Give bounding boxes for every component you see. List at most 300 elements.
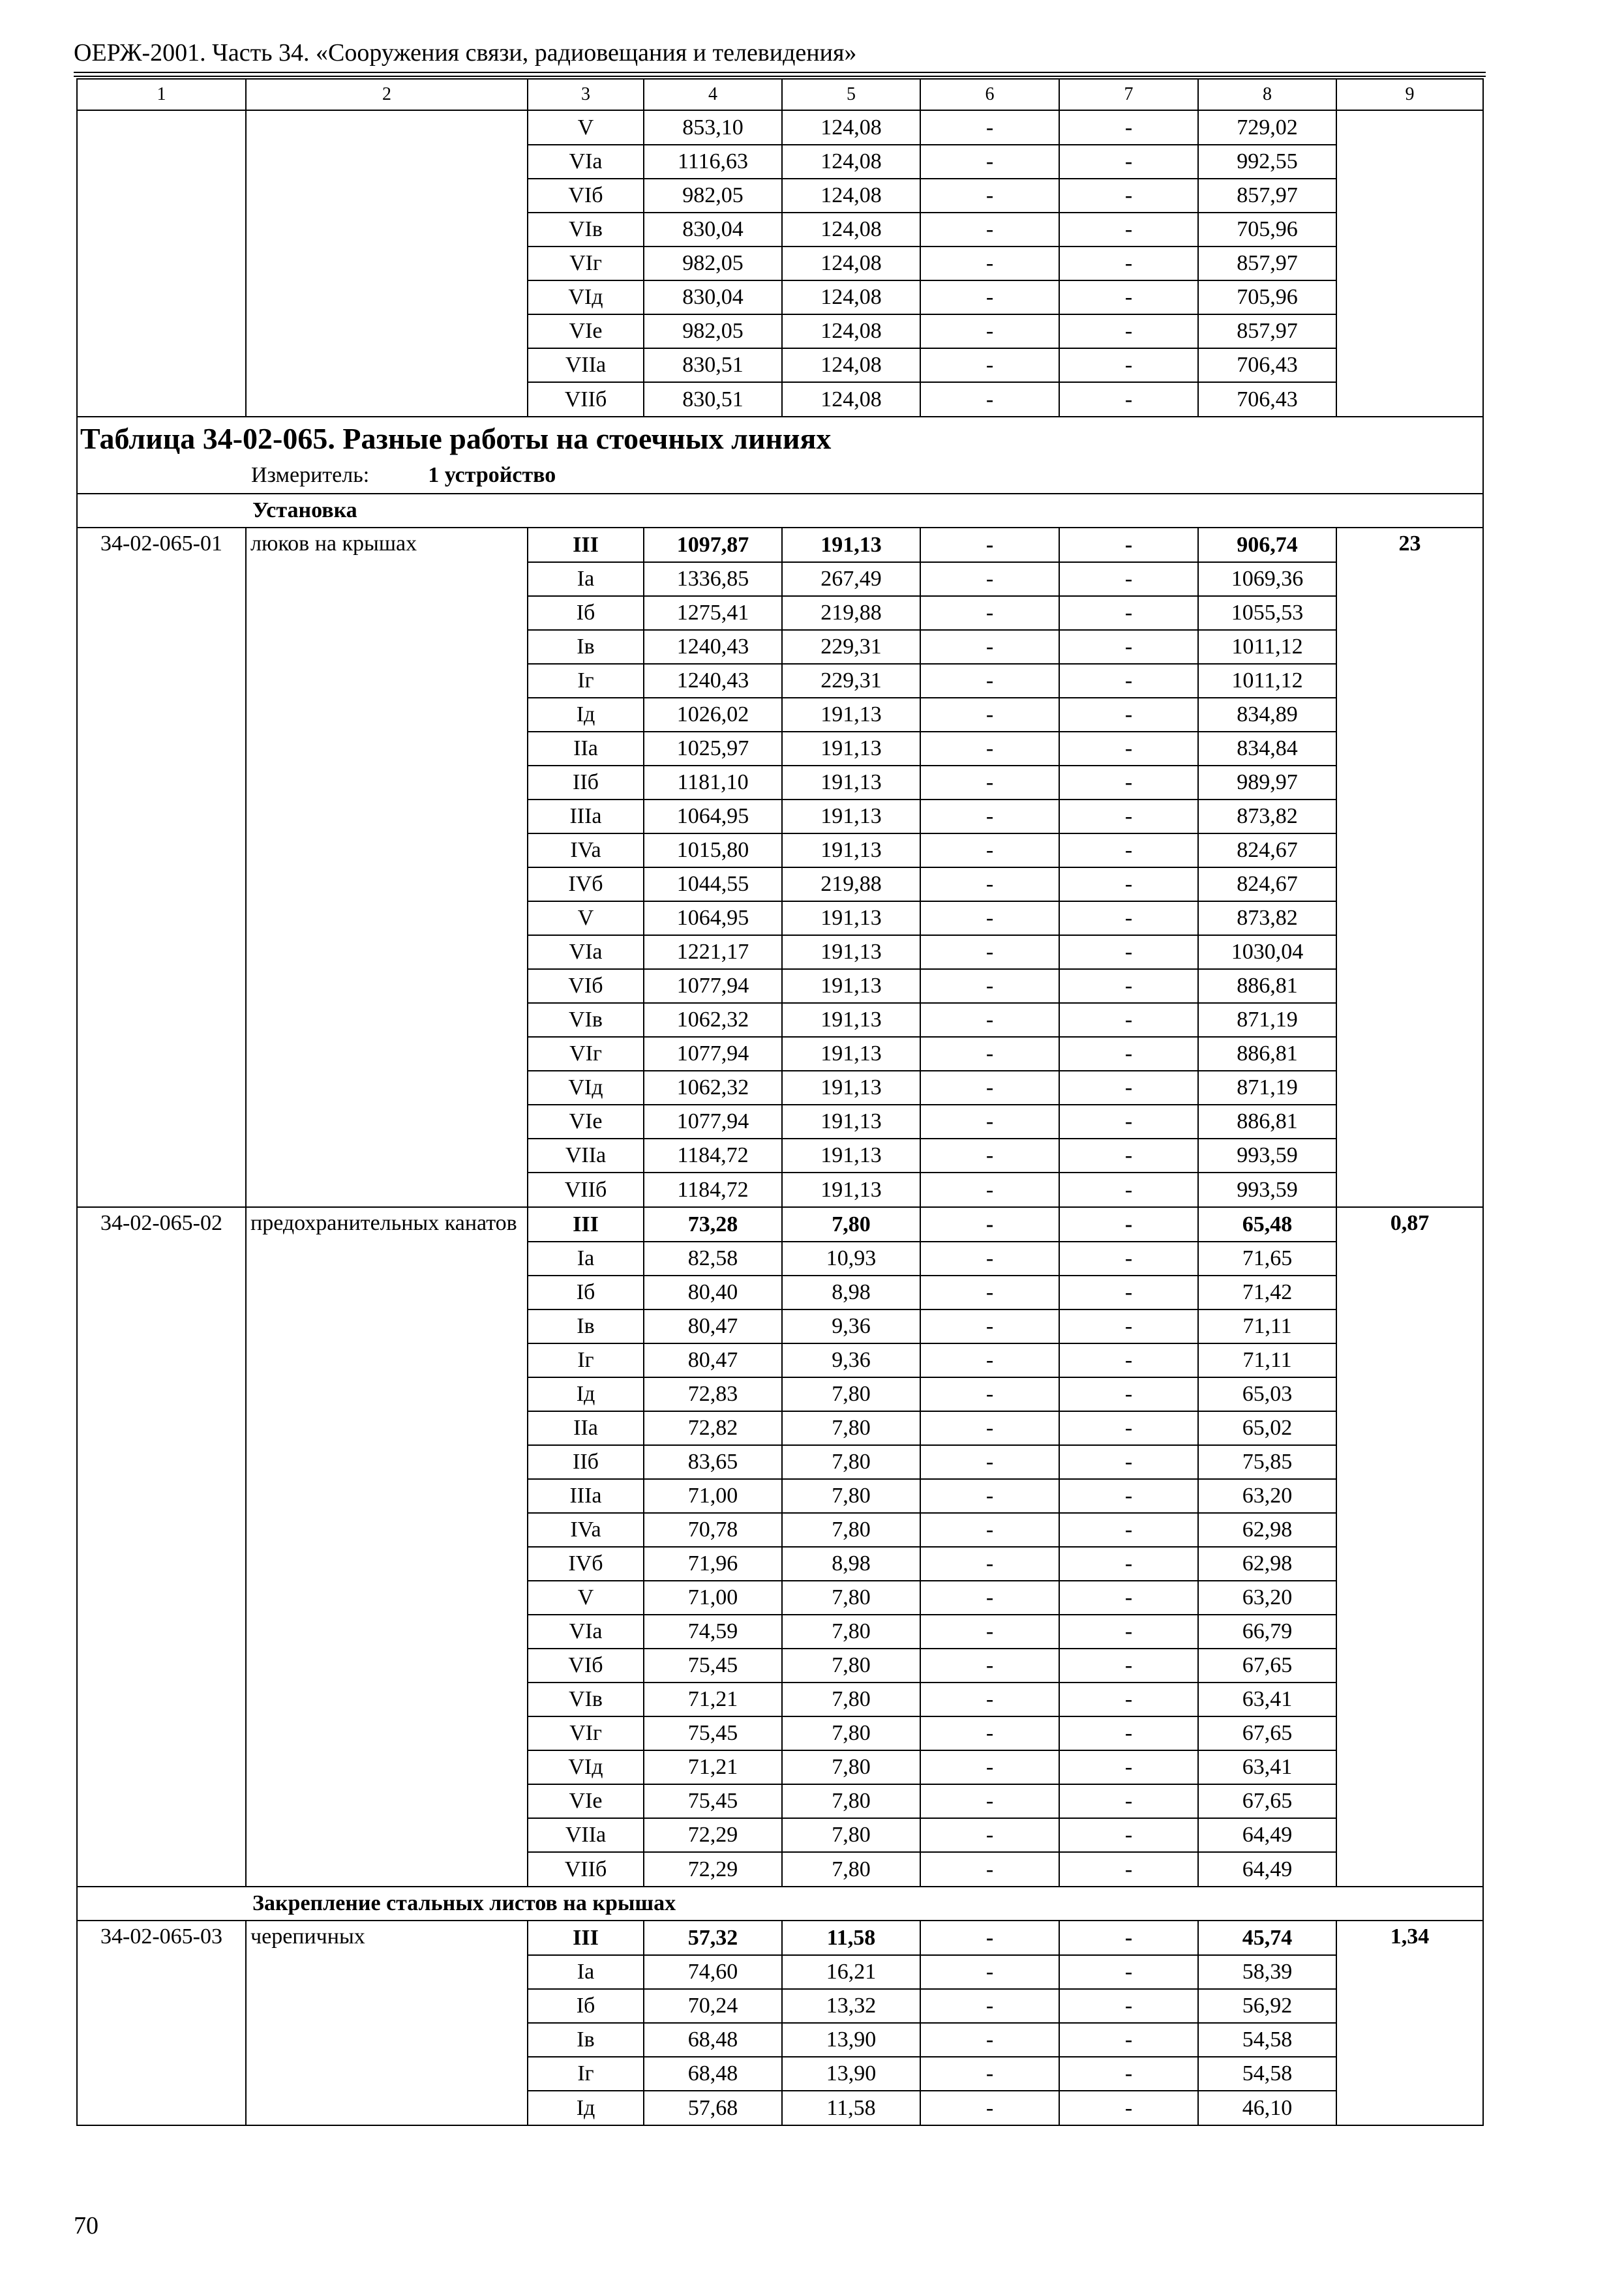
table-row	[77, 1309, 1483, 1343]
value-cell: -	[920, 2023, 1059, 2057]
value-cell: 62,98	[1198, 1547, 1336, 1581]
value-cell: -	[920, 1716, 1059, 1750]
value-cell: 7,80	[782, 1513, 920, 1547]
value-cell: 873,82	[1198, 901, 1336, 935]
col9-cell	[1336, 213, 1483, 247]
item-name: люков на крышах	[246, 528, 528, 562]
name-cell	[246, 800, 528, 833]
table-row	[77, 698, 1483, 732]
value-cell: -	[920, 1615, 1059, 1649]
value-cell: VIa	[528, 1615, 644, 1649]
col9-cell	[1336, 969, 1483, 1003]
table-title: Таблица 34-02-065. Разные работы на стоечных линиях	[80, 422, 832, 455]
unit-value: 1 устройство	[428, 463, 556, 487]
value-cell: 191,13	[782, 528, 920, 562]
col9-cell	[1336, 1683, 1483, 1716]
value-cell: 8,98	[782, 1276, 920, 1309]
value-cell: -	[1059, 2057, 1198, 2091]
value-cell: -	[920, 800, 1059, 833]
name-cell	[246, 1276, 528, 1309]
value-cell: VIIб	[528, 382, 644, 417]
name-cell	[246, 179, 528, 213]
value-cell: -	[920, 732, 1059, 766]
value-cell: 1064,95	[644, 800, 782, 833]
value-cell: 191,13	[782, 732, 920, 766]
value-cell: 72,29	[644, 1818, 782, 1852]
name-cell	[246, 664, 528, 698]
value-cell: 63,41	[1198, 1750, 1336, 1784]
code-cell	[77, 1649, 246, 1683]
name-cell	[246, 562, 528, 596]
value-cell: V	[528, 901, 644, 935]
code-cell	[77, 1276, 246, 1309]
value-cell: 124,08	[782, 280, 920, 314]
value-cell: 191,13	[782, 1003, 920, 1037]
col9-cell	[1336, 1513, 1483, 1547]
value-cell: VIe	[528, 1105, 644, 1139]
value-cell: -	[1059, 969, 1198, 1003]
value-cell: 7,80	[782, 1649, 920, 1683]
name-cell	[246, 1683, 528, 1716]
value-cell: IIa	[528, 732, 644, 766]
value-cell: 830,04	[644, 213, 782, 247]
value-cell: 65,02	[1198, 1411, 1336, 1445]
value-cell: -	[920, 1411, 1059, 1445]
value-cell: 1077,94	[644, 1105, 782, 1139]
value-cell: 1064,95	[644, 901, 782, 935]
col9-cell	[1336, 1615, 1483, 1649]
value-cell: -	[920, 833, 1059, 867]
value-cell: Ia	[528, 1955, 644, 1989]
col9-cell	[1336, 1750, 1483, 1784]
code-cell	[77, 1445, 246, 1479]
value-cell: Iб	[528, 1276, 644, 1309]
col9-cell	[1336, 1003, 1483, 1037]
code-cell	[77, 596, 246, 630]
value-cell: 229,31	[782, 630, 920, 664]
value-cell: -	[920, 528, 1059, 562]
value-cell: 9,36	[782, 1343, 920, 1377]
value-cell: VIa	[528, 145, 644, 179]
value-cell: -	[1059, 1276, 1198, 1309]
value-cell: 56,92	[1198, 1989, 1336, 2023]
value-cell: 124,08	[782, 145, 920, 179]
name-cell	[246, 213, 528, 247]
col9-cell	[1336, 145, 1483, 179]
value-cell: 124,08	[782, 179, 920, 213]
table-row	[77, 1513, 1483, 1547]
value-cell: -	[1059, 1615, 1198, 1649]
value-cell: 13,90	[782, 2057, 920, 2091]
value-cell: 982,05	[644, 314, 782, 348]
value-cell: 13,90	[782, 2023, 920, 2057]
value-cell: 1240,43	[644, 630, 782, 664]
header-rule-bottom	[74, 76, 1486, 77]
value-cell: -	[1059, 698, 1198, 732]
value-cell: 75,45	[644, 1716, 782, 1750]
value-cell: 1044,55	[644, 867, 782, 901]
value-cell: -	[920, 1309, 1059, 1343]
table-row	[77, 280, 1483, 314]
value-cell: 886,81	[1198, 1037, 1336, 1071]
table-row	[77, 1037, 1483, 1071]
value-cell: 191,13	[782, 1037, 920, 1071]
value-cell: 80,47	[644, 1343, 782, 1377]
value-cell: -	[1059, 145, 1198, 179]
value-cell: -	[1059, 1513, 1198, 1547]
table-row	[77, 562, 1483, 596]
name-cell	[246, 1784, 528, 1818]
code-cell	[77, 1683, 246, 1716]
col9-cell	[1336, 1649, 1483, 1683]
code-cell	[77, 969, 246, 1003]
col9-cell	[1336, 698, 1483, 732]
table-row	[77, 800, 1483, 833]
value-cell: III	[528, 1921, 644, 1955]
col9-cell	[1336, 348, 1483, 382]
code-cell	[77, 1242, 246, 1276]
col9-cell	[1336, 280, 1483, 314]
value-cell: -	[1059, 1173, 1198, 1207]
name-cell	[246, 280, 528, 314]
code-cell	[77, 1716, 246, 1750]
name-cell	[246, 1071, 528, 1105]
value-cell: 7,80	[782, 1581, 920, 1615]
value-cell: -	[1059, 1105, 1198, 1139]
value-cell: 1069,36	[1198, 562, 1336, 596]
table-row	[77, 247, 1483, 280]
value-cell: -	[1059, 1037, 1198, 1071]
value-cell: -	[920, 110, 1059, 145]
col9-cell	[1336, 2057, 1483, 2091]
value-cell: 886,81	[1198, 1105, 1336, 1139]
value-cell: -	[920, 698, 1059, 732]
value-cell: VIIa	[528, 1818, 644, 1852]
code-cell	[77, 110, 246, 145]
value-cell: -	[920, 1581, 1059, 1615]
code-cell	[77, 314, 246, 348]
value-cell: 72,83	[644, 1377, 782, 1411]
value-cell: IIIa	[528, 1479, 644, 1513]
table-row	[77, 382, 1483, 417]
code-cell	[77, 698, 246, 732]
value-cell: 11,58	[782, 1921, 920, 1955]
value-cell: -	[920, 213, 1059, 247]
code-cell	[77, 1411, 246, 1445]
code-cell	[77, 2057, 246, 2091]
value-cell: VIIa	[528, 1139, 644, 1173]
value-cell: 7,80	[782, 1207, 920, 1242]
column-number-3: 3	[528, 79, 644, 110]
value-cell: 834,84	[1198, 732, 1336, 766]
value-cell: 13,32	[782, 1989, 920, 2023]
value-cell: -	[1059, 562, 1198, 596]
value-cell: 62,98	[1198, 1513, 1336, 1547]
value-cell: -	[920, 1173, 1059, 1207]
value-cell: 71,96	[644, 1547, 782, 1581]
name-cell	[246, 314, 528, 348]
value-cell: -	[920, 1479, 1059, 1513]
value-cell: 191,13	[782, 1105, 920, 1139]
column-number-2: 2	[246, 79, 528, 110]
code-cell	[77, 382, 246, 417]
value-cell: IVa	[528, 833, 644, 867]
code-cell	[77, 1071, 246, 1105]
code-cell	[77, 867, 246, 901]
value-cell: -	[1059, 1649, 1198, 1683]
code-cell	[77, 1750, 246, 1784]
table-row	[77, 1445, 1483, 1479]
value-cell: 65,03	[1198, 1377, 1336, 1411]
table-row	[77, 1852, 1483, 1887]
value-cell: 229,31	[782, 664, 920, 698]
value-cell: 7,80	[782, 1479, 920, 1513]
value-cell: 74,60	[644, 1955, 782, 1989]
value-cell: 219,88	[782, 867, 920, 901]
value-cell: -	[920, 1547, 1059, 1581]
value-cell: 63,41	[1198, 1683, 1336, 1716]
value-cell: 70,24	[644, 1989, 782, 2023]
value-cell: -	[1059, 1716, 1198, 1750]
name-cell	[246, 145, 528, 179]
value-cell: 54,58	[1198, 2057, 1336, 2091]
value-cell: -	[1059, 1139, 1198, 1173]
value-cell: 70,78	[644, 1513, 782, 1547]
code-cell	[77, 1105, 246, 1139]
value-cell: 824,67	[1198, 833, 1336, 867]
value-cell: 7,80	[782, 1615, 920, 1649]
column-number-5: 5	[782, 79, 920, 110]
value-cell: Iб	[528, 1989, 644, 2023]
value-cell: -	[1059, 596, 1198, 630]
value-cell: IIб	[528, 766, 644, 800]
name-cell	[246, 1989, 528, 2023]
value-cell: -	[1059, 732, 1198, 766]
table-row	[77, 867, 1483, 901]
name-cell	[246, 1242, 528, 1276]
value-cell: 1062,32	[644, 1003, 782, 1037]
table-row	[77, 1716, 1483, 1750]
value-cell: 71,21	[644, 1750, 782, 1784]
value-cell: 1097,87	[644, 528, 782, 562]
code-cell	[77, 1479, 246, 1513]
value-cell: 7,80	[782, 1716, 920, 1750]
col9-cell	[1336, 867, 1483, 901]
name-cell	[246, 596, 528, 630]
section-heading-row	[77, 494, 1483, 528]
value-cell: -	[920, 1003, 1059, 1037]
value-cell: -	[920, 1784, 1059, 1818]
value-cell: Iв	[528, 630, 644, 664]
value-cell: 124,08	[782, 314, 920, 348]
value-cell: -	[920, 179, 1059, 213]
value-cell: 71,11	[1198, 1343, 1336, 1377]
value-cell: 191,13	[782, 833, 920, 867]
col9-cell	[1336, 1852, 1483, 1887]
value-cell: -	[920, 1105, 1059, 1139]
value-cell: -	[1059, 1309, 1198, 1343]
value-cell: 82,58	[644, 1242, 782, 1276]
value-cell: 267,49	[782, 562, 920, 596]
value-cell: -	[920, 1207, 1059, 1242]
value-cell: IIб	[528, 1445, 644, 1479]
value-cell: VIIб	[528, 1852, 644, 1887]
value-cell: 1011,12	[1198, 664, 1336, 698]
value-cell: -	[1059, 528, 1198, 562]
value-cell: 705,96	[1198, 213, 1336, 247]
table-row	[77, 596, 1483, 630]
value-cell: VIIб	[528, 1173, 644, 1207]
code-cell	[77, 2023, 246, 2057]
table-row	[77, 1784, 1483, 1818]
col9-cell	[1336, 314, 1483, 348]
value-cell: 1336,85	[644, 562, 782, 596]
value-cell: 7,80	[782, 1411, 920, 1445]
value-cell: 871,19	[1198, 1003, 1336, 1037]
value-cell: III	[528, 528, 644, 562]
code-cell	[77, 1003, 246, 1037]
value-cell: 886,81	[1198, 969, 1336, 1003]
value-cell: -	[1059, 247, 1198, 280]
value-cell: -	[920, 1276, 1059, 1309]
value-cell: -	[920, 969, 1059, 1003]
col9-cell	[1336, 766, 1483, 800]
col9-cell	[1336, 2091, 1483, 2125]
value-cell: 11,58	[782, 2091, 920, 2125]
value-cell: 191,13	[782, 766, 920, 800]
table-row	[77, 1207, 1483, 1242]
value-cell: -	[920, 348, 1059, 382]
table-row	[77, 1411, 1483, 1445]
name-cell	[246, 1479, 528, 1513]
value-cell: Ia	[528, 1242, 644, 1276]
value-cell: 853,10	[644, 110, 782, 145]
value-cell: -	[1059, 935, 1198, 969]
col9-cell	[1336, 1037, 1483, 1071]
item-name: предохранительных канатов	[246, 1207, 528, 1242]
value-cell: -	[920, 596, 1059, 630]
value-cell: 191,13	[782, 969, 920, 1003]
col9-cell	[1336, 1445, 1483, 1479]
item-col9: 23	[1336, 528, 1483, 562]
code-cell	[77, 1037, 246, 1071]
table-row	[77, 1071, 1483, 1105]
name-cell	[246, 1037, 528, 1071]
table-row	[77, 935, 1483, 969]
value-cell: 191,13	[782, 800, 920, 833]
col9-cell	[1336, 1071, 1483, 1105]
value-cell: -	[920, 382, 1059, 417]
value-cell: Iг	[528, 664, 644, 698]
code-cell	[77, 1377, 246, 1411]
page-number: 70	[74, 2212, 98, 2239]
value-cell: 124,08	[782, 382, 920, 417]
value-cell: 191,13	[782, 935, 920, 969]
value-cell: 1030,04	[1198, 935, 1336, 969]
column-number-8: 8	[1198, 79, 1336, 110]
value-cell: -	[1059, 1784, 1198, 1818]
table-row	[77, 314, 1483, 348]
name-cell	[246, 766, 528, 800]
value-cell: -	[1059, 1377, 1198, 1411]
value-cell: VIa	[528, 935, 644, 969]
section-heading-row	[77, 1887, 1483, 1921]
value-cell: -	[1059, 1547, 1198, 1581]
col9-cell	[1336, 1818, 1483, 1852]
value-cell: V	[528, 110, 644, 145]
value-cell: -	[1059, 1852, 1198, 1887]
col9-cell	[1336, 1242, 1483, 1276]
name-cell	[246, 1445, 528, 1479]
table-title-row	[77, 417, 1483, 494]
value-cell: -	[920, 1921, 1059, 1955]
code-cell	[77, 2091, 246, 2125]
value-cell: -	[1059, 280, 1198, 314]
header-rule-top	[74, 72, 1486, 73]
table-row	[77, 1105, 1483, 1139]
value-cell: IIa	[528, 1411, 644, 1445]
value-cell: 706,43	[1198, 382, 1336, 417]
item-col9: 1,34	[1336, 1921, 1483, 1955]
table-row	[77, 2023, 1483, 2057]
code-cell	[77, 145, 246, 179]
value-cell: IVб	[528, 867, 644, 901]
value-cell: 1184,72	[644, 1139, 782, 1173]
name-cell	[246, 1852, 528, 1887]
col9-cell	[1336, 901, 1483, 935]
value-cell: -	[1059, 314, 1198, 348]
value-cell: 989,97	[1198, 766, 1336, 800]
value-cell: 71,11	[1198, 1309, 1336, 1343]
unit-line	[78, 460, 1482, 493]
code-cell	[77, 901, 246, 935]
value-cell: IVa	[528, 1513, 644, 1547]
value-cell: Iв	[528, 2023, 644, 2057]
column-number-4: 4	[644, 79, 782, 110]
name-cell	[246, 1377, 528, 1411]
value-cell: 7,80	[782, 1852, 920, 1887]
code-cell	[77, 1547, 246, 1581]
value-cell: -	[920, 1377, 1059, 1411]
value-cell: -	[1059, 1343, 1198, 1377]
value-cell: Iг	[528, 1343, 644, 1377]
value-cell: 1221,17	[644, 935, 782, 969]
column-number-9: 9	[1336, 79, 1483, 110]
name-cell	[246, 1309, 528, 1343]
value-cell: 66,79	[1198, 1615, 1336, 1649]
value-cell: 71,21	[644, 1683, 782, 1716]
table-row	[77, 1581, 1483, 1615]
value-cell: 824,67	[1198, 867, 1336, 901]
name-cell	[246, 382, 528, 417]
name-cell	[246, 2091, 528, 2125]
value-cell: 46,10	[1198, 2091, 1336, 2125]
value-cell: 71,42	[1198, 1276, 1336, 1309]
value-cell: -	[920, 2057, 1059, 2091]
value-cell: 219,88	[782, 596, 920, 630]
name-cell	[246, 1411, 528, 1445]
value-cell: 857,97	[1198, 179, 1336, 213]
item-code: 34-02-065-02	[77, 1207, 246, 1242]
col9-cell	[1336, 1343, 1483, 1377]
value-cell: 857,97	[1198, 247, 1336, 280]
value-cell: 80,40	[644, 1276, 782, 1309]
value-cell: -	[920, 1989, 1059, 2023]
value-cell: -	[1059, 1955, 1198, 1989]
table-row	[77, 1276, 1483, 1309]
value-cell: -	[920, 1818, 1059, 1852]
name-cell	[246, 1513, 528, 1547]
